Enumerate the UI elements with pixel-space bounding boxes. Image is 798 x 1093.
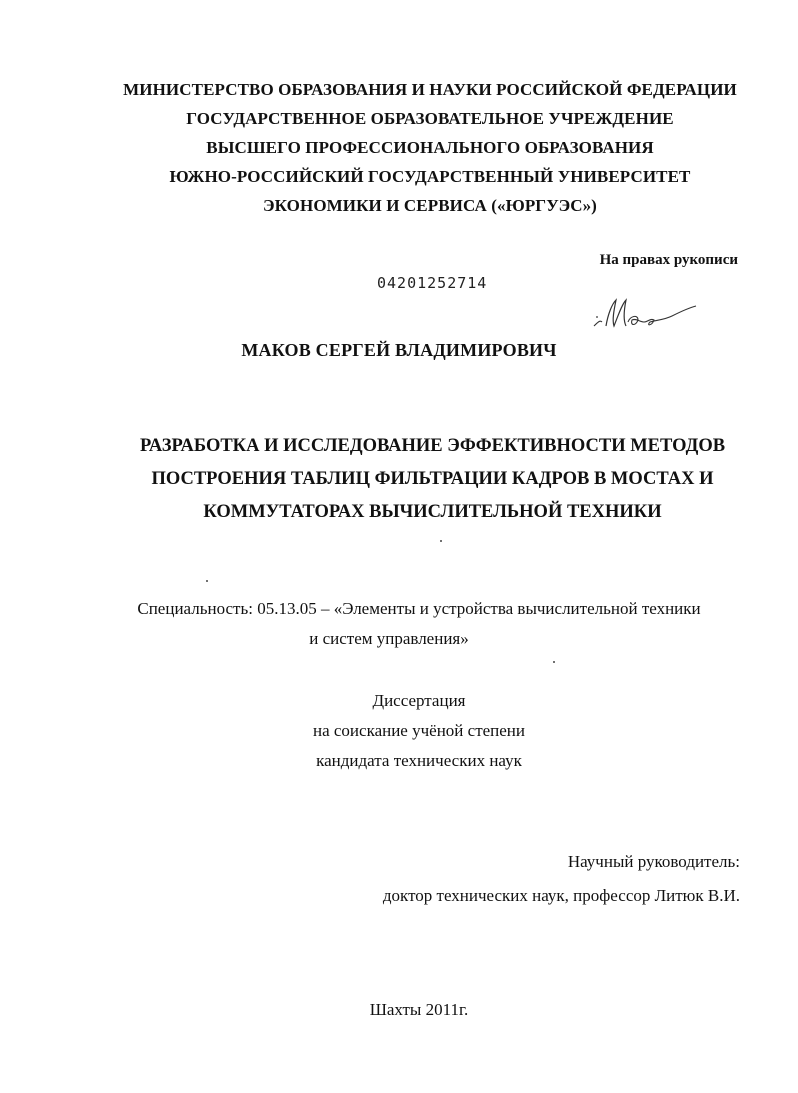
supervisor-block [383,845,740,913]
institution-header [60,75,798,220]
header-line-ministry: МИНИСТЕРСТВО ОБРАЗОВАНИЯ И НАУКИ РОССИЙСКОЙ ФЕДЕРАЦИИ [123,80,737,99]
scan-speck [440,540,442,542]
header-line-institution-type: ГОСУДАРСТВЕННОЕ ОБРАЗОВАТЕЛЬНОЕ УЧРЕЖДЕНИЕ [186,109,674,128]
title-line-2: ПОСТРОЕНИЯ ТАБЛИЦ ФИЛЬТРАЦИИ КАДРОВ В МОСТАХ И [151,469,714,489]
stamp-number: 04201252714 [377,274,488,292]
degree-line-1: Диссертация [372,691,466,710]
title-line-3: КОММУТАТОРАХ ВЫЧИСЛИТЕЛЬНОЙ ТЕХНИКИ [203,502,662,522]
place-year: Шахты 2011г. [369,1000,469,1019]
manuscript-note: На правах рукописи [599,252,738,268]
header-line-university-abbr: ЭКОНОМИКИ И СЕРВИСА («ЮРГУЭС») [263,196,597,215]
specialty-line-1: Специальность: 05.13.05 – «Элементы и устройства вычислительной техники [137,599,701,618]
degree-line-3: кандидата технических наук [316,751,522,770]
specialty-line-2: и систем управления» [309,629,469,648]
specialty-block [0,594,798,654]
degree-line-2: на соискание учёной степени [312,721,526,740]
supervisor-name: доктор технических наук, профессор Литюк В.И. [382,886,740,905]
supervisor-label: Научный руководитель: [567,852,740,871]
title-line-1: РАЗРАБОТКА И ИССЛЕДОВАНИЕ ЭФФЕКТИВНОСТИ МЕТОДОВ [139,436,726,456]
scan-speck [206,580,208,582]
degree-block [0,686,798,776]
scan-speck [553,661,555,663]
header-line-education-level: ВЫСШЕГО ПРОФЕССИОНАЛЬНОГО ОБРАЗОВАНИЯ [206,138,654,157]
dissertation-title [60,430,798,529]
author-name: МАКОВ СЕРГЕЙ ВЛАДИМИРОВИЧ [241,340,557,360]
signature-icon [590,292,700,332]
header-line-university: ЮЖНО-РОССИЙСКИЙ ГОСУДАРСТВЕННЫЙ УНИВЕРСИТЕТ [169,167,691,186]
